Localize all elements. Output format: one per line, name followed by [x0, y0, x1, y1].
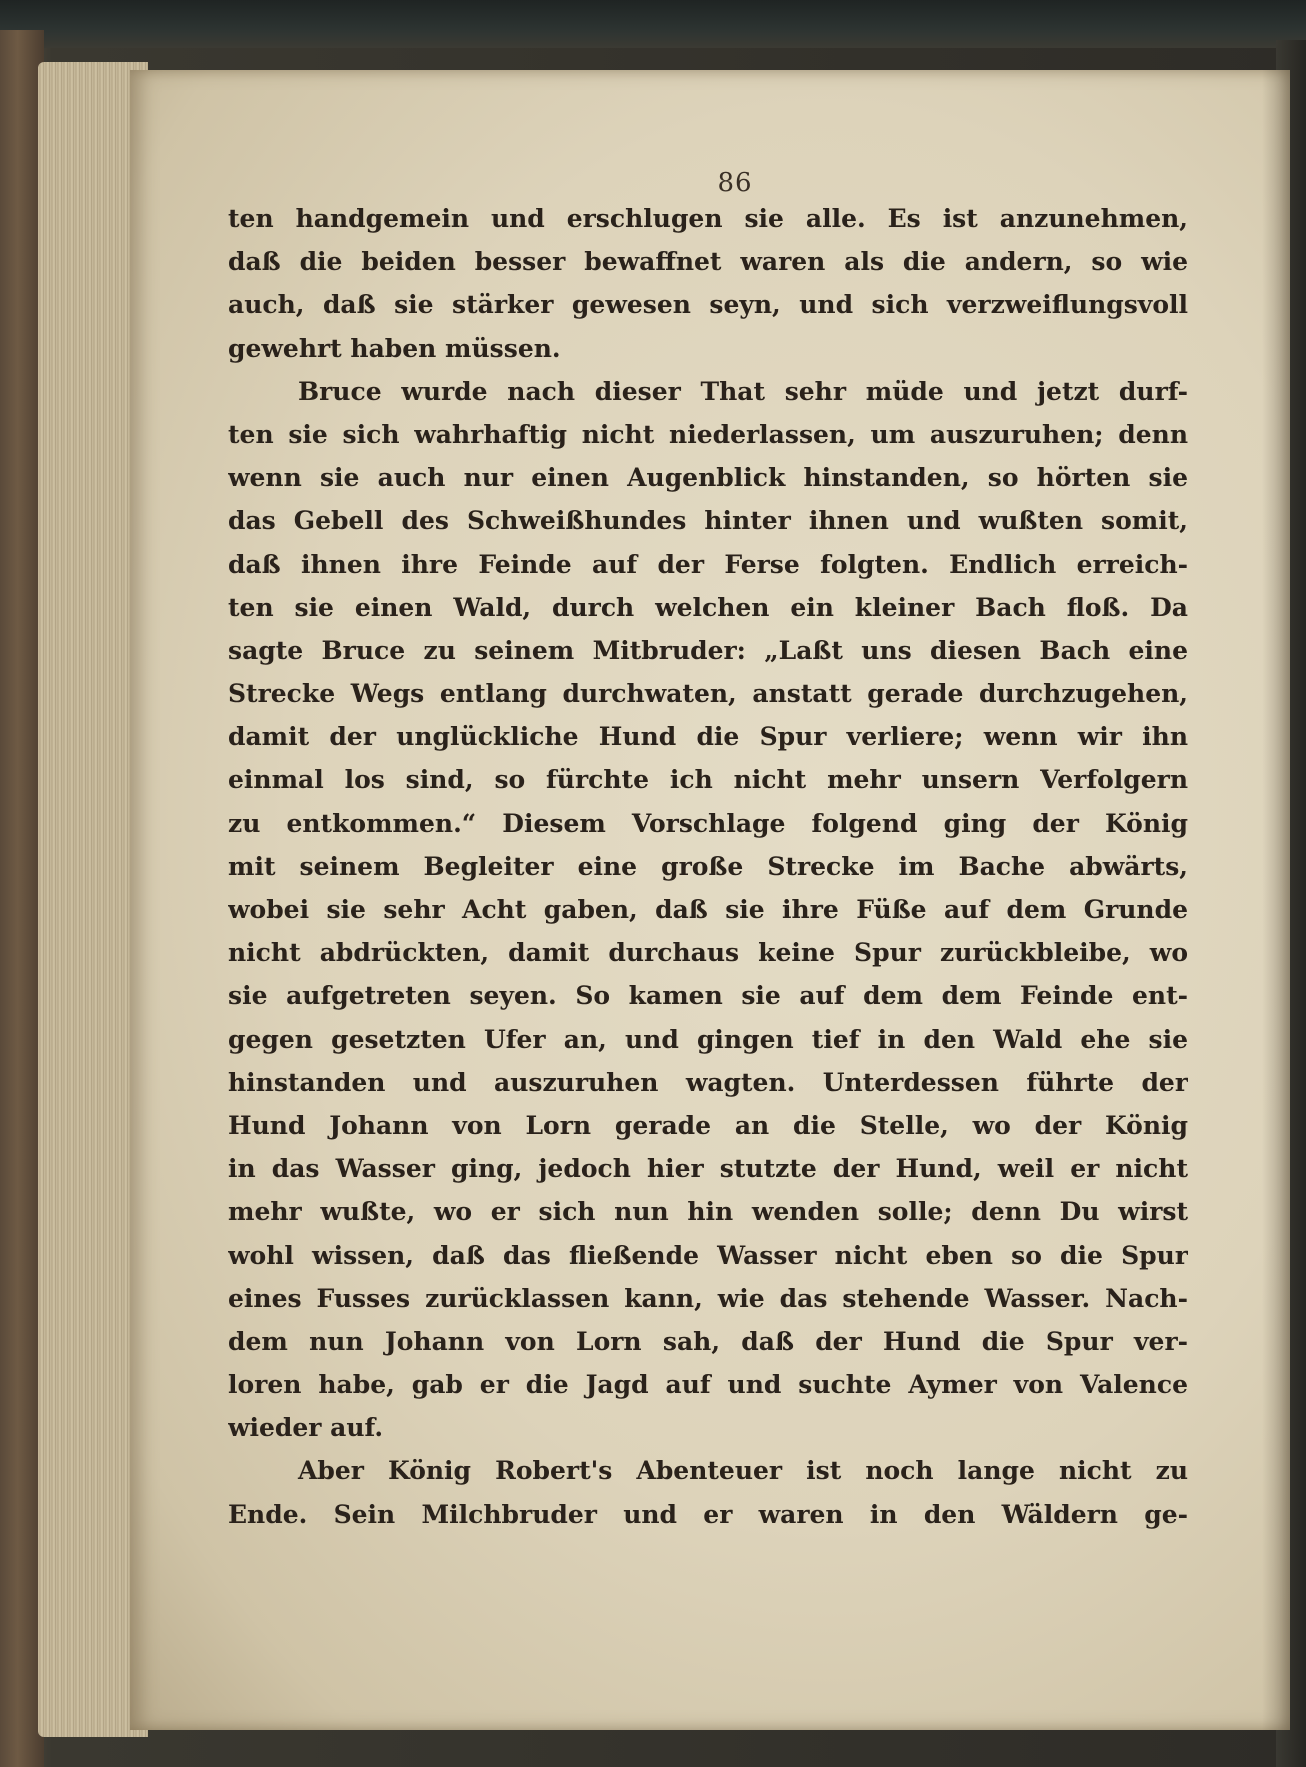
- text-line: ten sie einen Wald, durch welchen ein kleiner Bach floß. Da: [228, 592, 1188, 622]
- text-line: loren habe, gab er die Jagd auf und suchte Aymer von Valence: [228, 1370, 1188, 1400]
- text-line: wobei sie sehr Acht gaben, daß sie ihre Füße auf dem Grunde: [228, 895, 1188, 924]
- text-line: in das Wasser ging, jedoch hier stutzte der Hund, weil er nicht: [228, 1154, 1188, 1184]
- text-line: sagte Bruce zu seinem Mitbruder: „Laßt uns diesen Bach eine: [228, 635, 1188, 665]
- text-line: nicht abdrückten, damit durchaus keine Spur zurückbleibe, wo: [228, 938, 1188, 968]
- book-cover-top: [0, 0, 1306, 48]
- text-line: gegen gesetzten Ufer an, und gingen tief in den Wald ehe sie: [228, 1024, 1188, 1054]
- text-line: wenn sie auch nur einen Augenblick hinstanden, so hörten sie: [228, 463, 1188, 493]
- text-line: eines Fusses zurücklassen kann, wie das stehende Wasser. Nach-: [228, 1283, 1188, 1313]
- text-line: mit seinem Begleiter eine große Strecke im Bache abwärts,: [228, 851, 1188, 881]
- page-edge-shadow: [1262, 70, 1290, 1730]
- text-line: Aber König Robert's Abenteuer ist noch lange nicht zu: [298, 1456, 1188, 1486]
- text-line: Bruce wurde nach dieser That sehr müde und jetzt durf-: [298, 376, 1188, 406]
- text-line: wieder auf.: [228, 1413, 384, 1443]
- text-line: einmal los sind, so fürchte ich nicht mehr unsern Verfolgern: [228, 765, 1188, 795]
- text-line: ten handgemein und erschlugen sie alle. Es ist anzunehmen,: [228, 204, 1188, 233]
- text-line: daß ihnen ihre Feinde auf der Ferse folgten. Endlich erreich-: [228, 549, 1188, 579]
- text-line: sie aufgetreten seyen. So kamen sie auf dem dem Feinde ent-: [228, 981, 1188, 1011]
- text-line: Ende. Sein Milchbruder und er waren in den Wäldern ge-: [228, 1499, 1188, 1529]
- text-line: das Gebell des Schweißhundes hinter ihnen und wußten somit,: [228, 506, 1188, 536]
- text-line: auch, daß sie stärker gewesen seyn, und sich verzweiflungsvoll: [228, 290, 1188, 320]
- text-line: dem nun Johann von Lorn sah, daß der Hund die Spur ver-: [228, 1326, 1188, 1356]
- page-number: 86: [717, 168, 753, 198]
- text-line: damit der unglückliche Hund die Spur verliere; wenn wir ihn: [228, 722, 1188, 752]
- text-line: hinstanden und auszuruhen wagten. Unterdessen führte der: [228, 1067, 1188, 1097]
- text-line: daß die beiden besser bewaffnet waren als die andern, so wie: [228, 247, 1188, 277]
- text-line: wohl wissen, daß das fließende Wasser nicht eben so die Spur: [228, 1240, 1188, 1270]
- text-line: mehr wußte, wo er sich nun hin wenden solle; denn Du wirst: [228, 1197, 1188, 1227]
- text-line: Strecke Wegs entlang durchwaten, anstatt gerade durchzugehen,: [228, 679, 1188, 709]
- page-text: [228, 197, 1188, 1536]
- text-line: ten sie sich wahrhaftig nicht niederlassen, um auszuruhen; denn: [228, 419, 1188, 449]
- text-line: Hund Johann von Lorn gerade an die Stelle, wo der König: [228, 1110, 1188, 1140]
- text-line: gewehrt haben müssen.: [228, 333, 561, 363]
- text-line: zu entkommen.“ Diesem Vorschlage folgend ging der König: [228, 808, 1188, 838]
- book-page: [130, 70, 1290, 1730]
